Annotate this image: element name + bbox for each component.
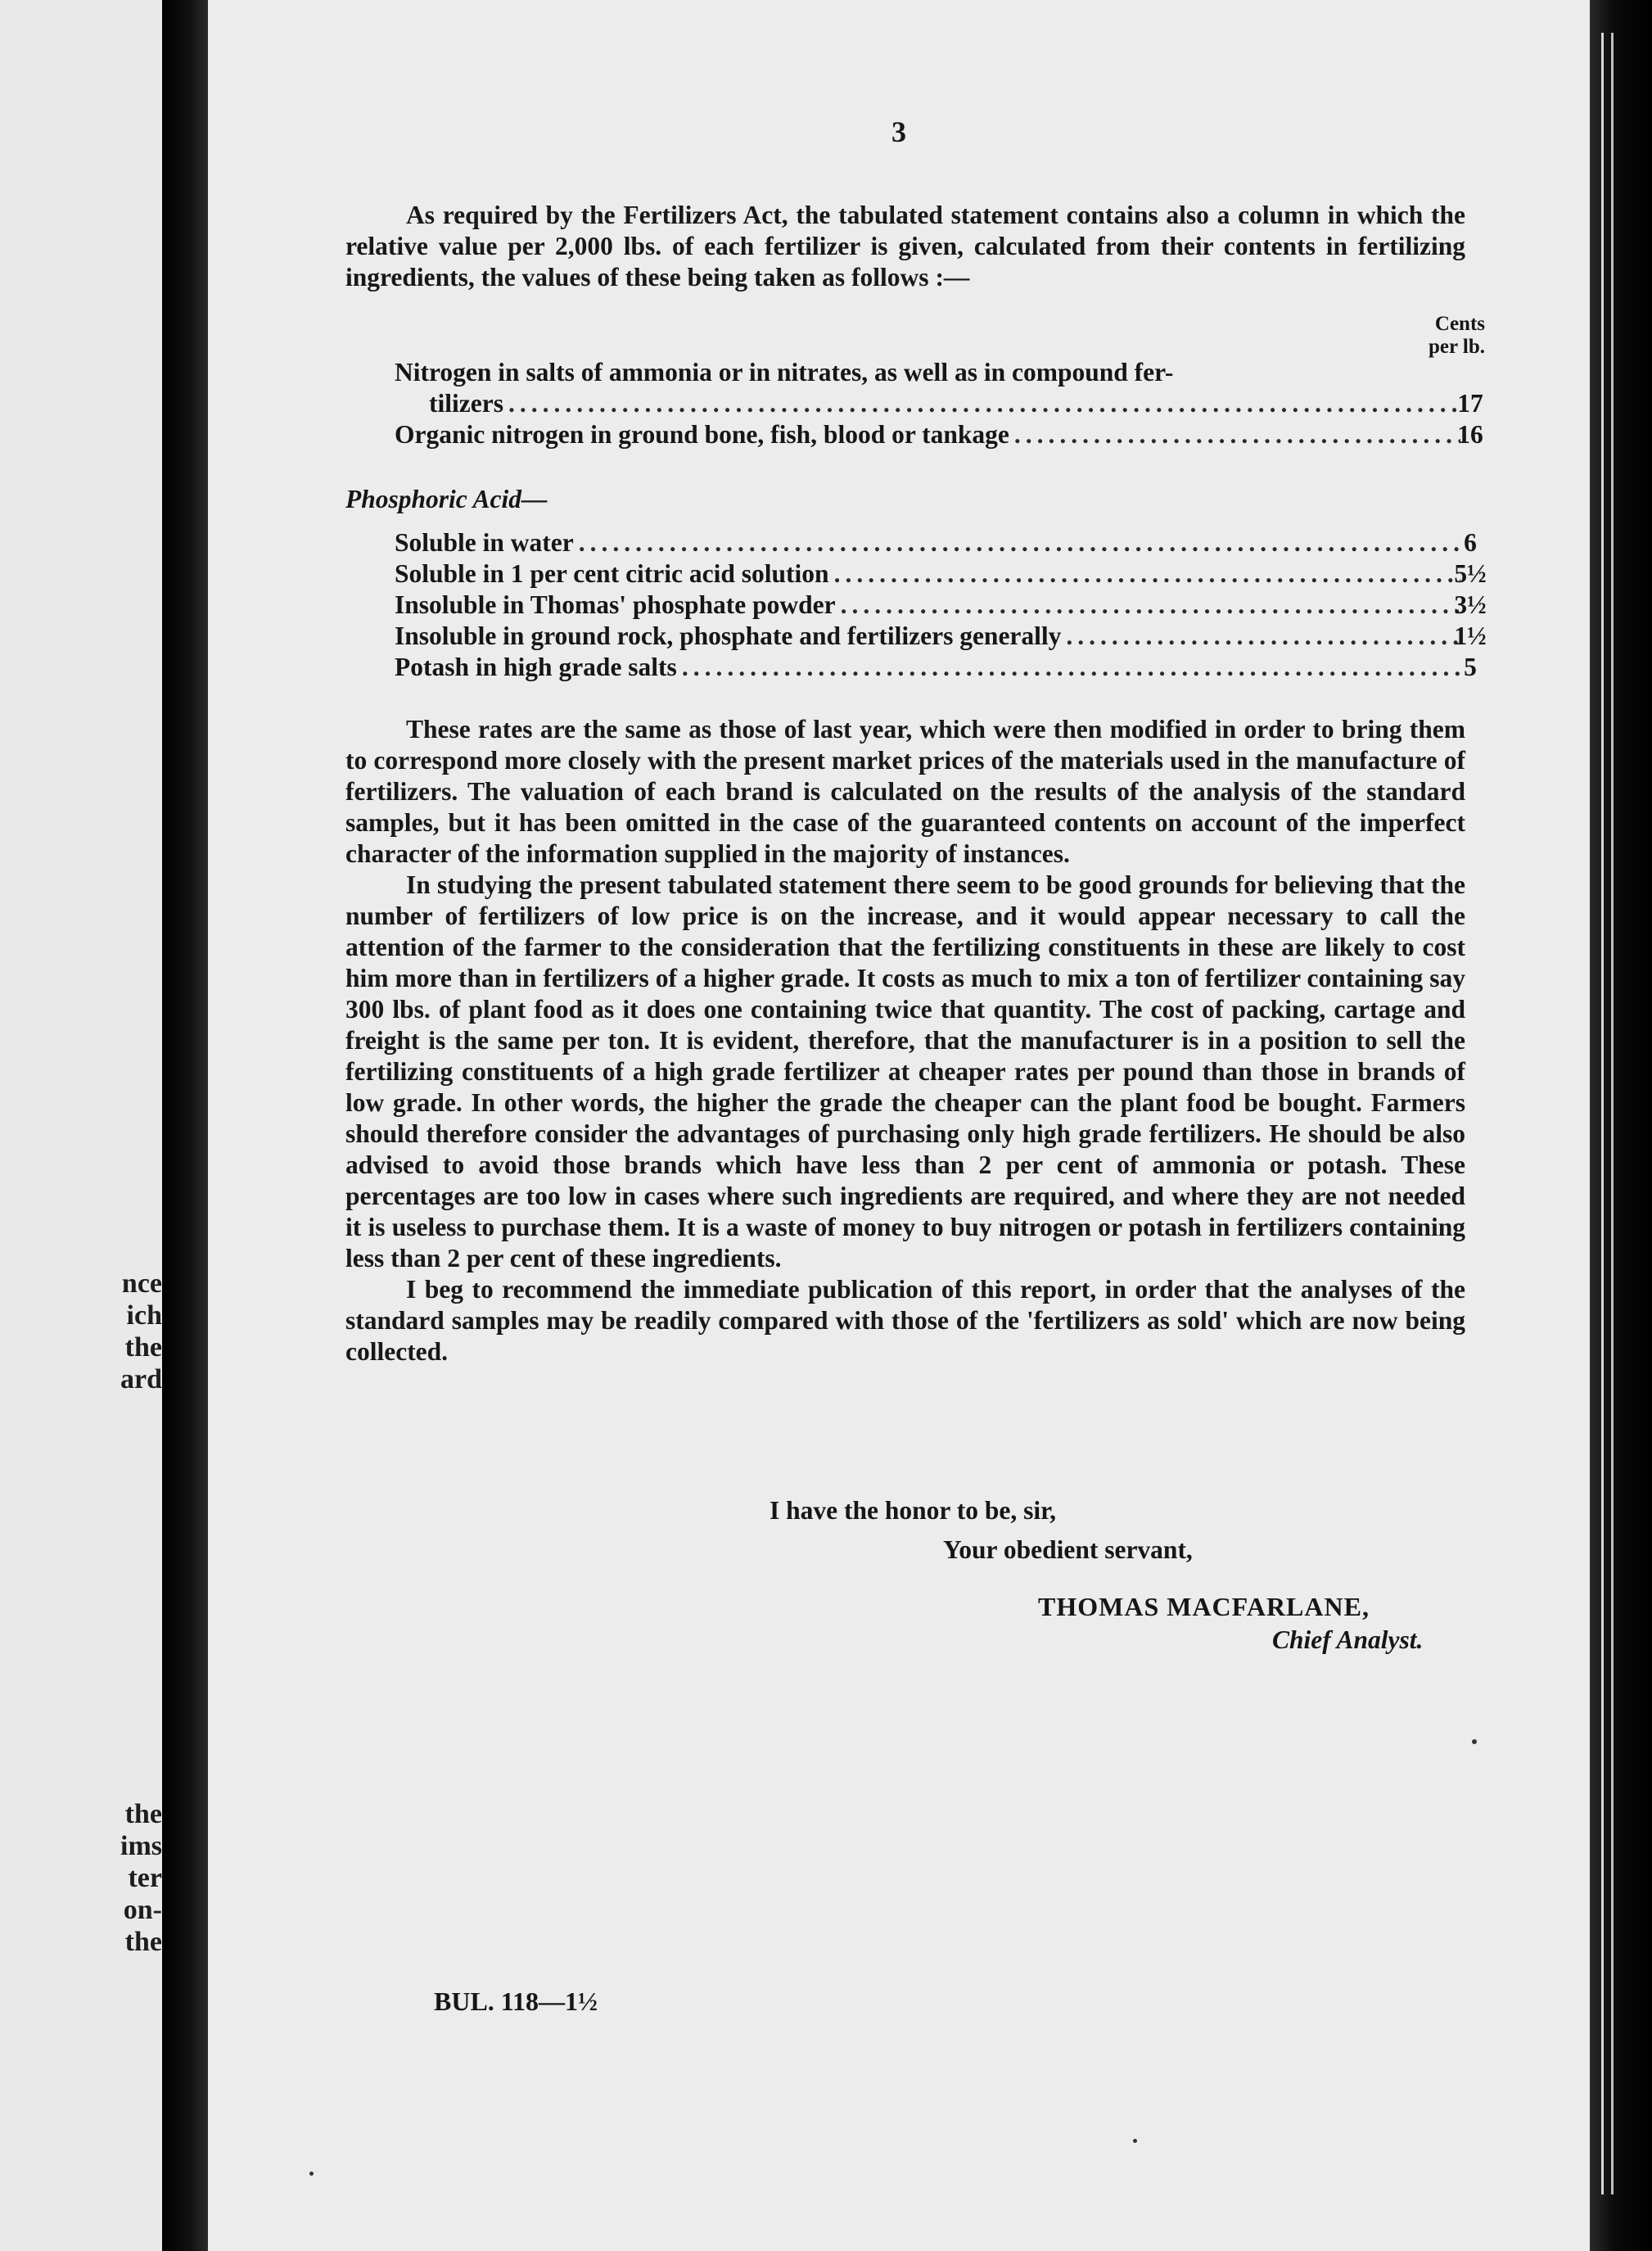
rate-label: Nitrogen in salts of ammonia or in nitrates, as well as in compound fer- — [395, 358, 1174, 386]
rate-value: 1½ — [1454, 622, 1487, 650]
rate-value: 3½ — [1454, 590, 1487, 619]
right-page-edge — [1590, 0, 1652, 2251]
left-page-fragments-upper — [97, 1268, 162, 1395]
fragment: the — [124, 1927, 162, 1957]
paragraph-text: These rates are the same as those of last year, which were then modified in order to bring them to correspond more closely with the present market prices of the materials used in the manufacture of fertilizers. The valuation of each brand is calculated on the results of the analysis of the standard samples, but it has been omitted in the case of the guaranteed contents on account of the imperfect character of the information supplied in the majority of instances. — [345, 715, 1465, 868]
paragraph-text: In studying the present tabulated statement there seem to be good grounds for believing that the number of fertilizers of low price is on the increase, and it would appear necessary to call the attention of the farmer to the consideration that the fertilizing constituents in these are likely to cost him more than in fertilizers of a higher grade. It costs as much to mix a ton of fertilizer containing say 300 lbs. of plant food as it does one containing twice that quantity. The cost of packing, cartage and freight is the same per ton. It is evident, therefore, that the manufacturer is in a position to sell the fertilizing constituents of a high grade fertilizer at cheaper rates per pound than those in brands of low grade. In other words, the higher the grade the cheaper can the plant food be bought. Farmers should therefore consider the advantages of purchasing only high grade fertilizers. He should be also advised to avoid those brands which have less than 2 per cent of ammonia or potash. These percentages are too low in cases where such ingredients are required, and where they are not needed it is useless to purchase them. It is a waste of money to buy nitrogen or potash in fertilizers containing less than 2 per cent of these ingredients. — [345, 870, 1465, 1272]
body-paragraphs — [345, 714, 1465, 1367]
paragraph-text: I beg to recommend the immediate publication of this report, in order that the analyses of the standard samples may be readily compared with those of the 'fertilizers as sold' which are now being collected. — [345, 1275, 1465, 1366]
rate-row-citric-acid — [395, 558, 1487, 590]
intro-text: As required by the Fertilizers Act, the tabulated statement contains also a column in which the relative value per 2,000 lbs. of each fertilizer is given, calculated from their contents in fertilizing ingredients, the values of these being taken as follows :— — [345, 201, 1465, 292]
fragment: ard — [120, 1364, 162, 1394]
rate-label: Organic nitrogen in ground bone, fish, blood or tankage — [395, 420, 1009, 449]
page-edge-line — [1601, 33, 1604, 2194]
rate-label: Soluble in water — [395, 528, 574, 557]
paragraph-recommendation — [345, 1274, 1465, 1367]
rate-value: 17 — [1457, 389, 1483, 418]
left-facing-page — [0, 0, 162, 2251]
phosphoric-acid-heading: Phosphoric Acid— — [345, 485, 548, 513]
leader-dots — [1066, 621, 1460, 652]
bulletin-footer: BUL. 118—1½ — [434, 1987, 598, 2016]
rate-label: Potash in high grade salts — [395, 653, 677, 681]
fragment: ter — [128, 1863, 162, 1893]
leader-dots — [508, 388, 1460, 419]
rate-row-nitrogen — [429, 388, 1483, 419]
fragment: ich — [126, 1300, 162, 1331]
fragment: nce — [121, 1268, 162, 1299]
rate-label: tilizers — [429, 389, 503, 418]
closing-line-2: Your obedient servant, — [943, 1535, 1193, 1564]
rate-row-nitrogen-line1 — [395, 357, 1465, 388]
rates-header-line2: per lb. — [1429, 336, 1485, 358]
rates-header-line1: Cents — [1434, 313, 1485, 335]
print-speck — [1472, 1739, 1477, 1744]
rate-value: 16 — [1457, 420, 1483, 449]
closing-line-1: I have the honor to be, sir, — [770, 1496, 1057, 1525]
fragment: the — [124, 1799, 162, 1829]
leader-dots — [841, 590, 1460, 621]
fragment: ims — [120, 1831, 162, 1861]
print-speck — [309, 2172, 314, 2176]
print-speck — [1133, 2139, 1137, 2143]
intro-paragraph — [345, 200, 1465, 293]
document-page — [208, 0, 1590, 2251]
rate-value: 5 — [1464, 653, 1477, 681]
leader-dots — [682, 652, 1460, 683]
signature-title: Chief Analyst. — [1272, 1625, 1424, 1654]
fragment: the — [124, 1332, 162, 1363]
rate-value: 6 — [1464, 528, 1477, 557]
paragraph-study — [345, 870, 1465, 1274]
paragraph-rates — [345, 714, 1465, 870]
leader-dots — [1014, 419, 1460, 450]
page-edge-line — [1611, 33, 1614, 2194]
page-number: 3 — [891, 115, 906, 148]
rate-row-potash — [395, 652, 1477, 683]
rate-row-thomas-phosphate — [395, 590, 1487, 621]
leader-dots — [579, 527, 1460, 558]
rate-row-ground-rock — [395, 621, 1487, 652]
rates-column-header — [1387, 313, 1485, 359]
fragment: on- — [123, 1895, 162, 1925]
rate-label: Insoluble in ground rock, phosphate and fertilizers generally — [395, 622, 1062, 650]
rate-label: Insoluble in Thomas' phosphate powder — [395, 590, 836, 619]
book-gutter — [162, 0, 208, 2251]
left-page-fragments-lower — [97, 1798, 162, 1958]
rate-value: 5½ — [1454, 559, 1487, 588]
rate-label: Soluble in 1 per cent citric acid solution — [395, 559, 829, 588]
rate-row-soluble-water — [395, 527, 1477, 558]
rate-row-organic-nitrogen — [395, 419, 1483, 450]
signature-name: THOMAS MACFARLANE, — [1038, 1592, 1370, 1621]
leader-dots — [834, 558, 1460, 590]
